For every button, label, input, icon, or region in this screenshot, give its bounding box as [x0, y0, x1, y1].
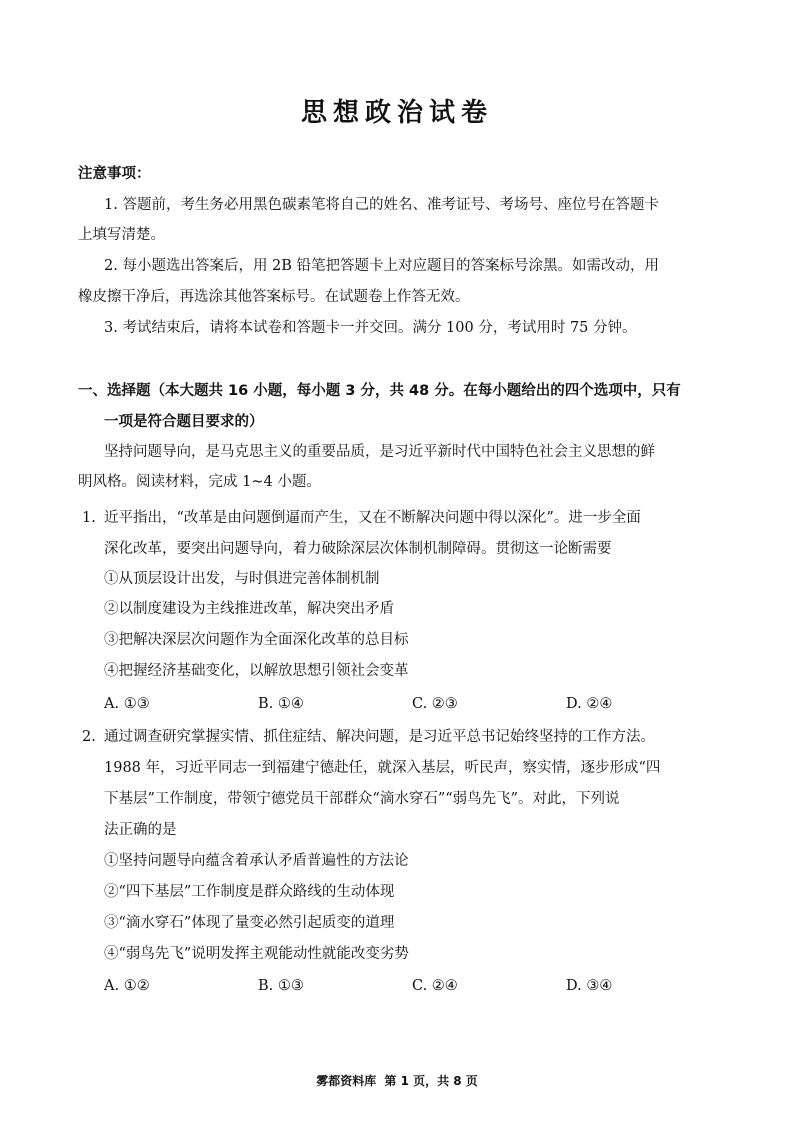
question-2-statement-4: ④“弱鸟先飞”说明发挥主观能动性就能改变劣势 — [104, 946, 409, 962]
question-1-stem-line-2: 深化改革，要突出问题导向，着力破除深层次体制机制障碍。贯彻这一论断需要 — [104, 541, 612, 557]
page-title: 思想政治试卷 — [300, 98, 493, 128]
question-2-stem-line-3: 下基层”工作制度，带领宁德党员干部群众“滴水穿石”“弱鸟先飞”。对此，下列说 — [104, 791, 620, 807]
notice-item-2-line-1: 2. 每小题选出答案后，用 2B 铅笔把答题卡上对应题目的答案标号涂黑。如需改动，用 — [104, 258, 660, 274]
question-2-statement-2: ②“四下基层”工作制度是群众路线的生动体现 — [104, 884, 395, 900]
question-1-statement-1: ①从顶层设计出发，与时俱进完善体制机制 — [104, 571, 380, 587]
question-2-option-c[interactable]: C. ②④ — [412, 978, 458, 994]
question-2-number: 2. — [82, 729, 96, 745]
question-1-option-d[interactable]: D. ②④ — [566, 696, 613, 712]
notice-item-1-line-1: 1. 答题前，考生务必用黑色碳素笔将自己的姓名、准考证号、考场号、座位号在答题卡 — [104, 197, 659, 213]
question-1-option-c[interactable]: C. ②③ — [412, 696, 458, 712]
question-2-option-d[interactable]: D. ③④ — [566, 978, 613, 994]
question-1-statement-4: ④把握经济基础变化，以解放思想引领社会变革 — [104, 663, 409, 679]
question-2-stem-line-1: 通过调查研究掌握实情、抓住症结、解决问题，是习近平总书记始终坚持的工作方法。 — [104, 729, 655, 745]
question-2-option-a[interactable]: A. ①② — [104, 978, 150, 994]
question-2-stem-line-4: 法正确的是 — [104, 822, 177, 838]
question-1-statement-3: ③把解决深层次问题作为全面深化改革的总目标 — [104, 632, 409, 648]
material-intro-line-2: 明风格。阅读材料，完成 1~4 小题。 — [78, 474, 321, 490]
question-2-stem-line-2: 1988 年，习近平同志一到福建宁德赴任，就深入基层，听民声，察实情，逐步形成“四 — [104, 760, 661, 776]
notice-item-1-line-2: 上填写清楚。 — [78, 227, 165, 243]
question-2-option-b[interactable]: B. ①③ — [258, 978, 304, 994]
question-1-option-b[interactable]: B. ①④ — [258, 696, 304, 712]
material-intro-line-1: 坚持问题导向，是马克思主义的重要品质，是习近平新时代中国特色社会主义思想的鲜 — [104, 444, 655, 460]
section-heading-line-1: 一、选择题（本大题共 16 小题，每小题 3 分，共 48 分。在每小题给出的四个选项中，只有 — [78, 383, 681, 399]
notice-item-2-line-2: 橡皮擦干净后，再选涂其他答案标号。在试题卷上作答无效。 — [78, 289, 470, 305]
question-1-option-a[interactable]: A. ①③ — [104, 696, 150, 712]
question-1-stem-line-1: 近平指出，“改革是由问题倒逼而产生，又在不断解决问题中得以深化”。进一步全面 — [104, 510, 641, 526]
notice-heading: 注意事项： — [78, 166, 151, 182]
page-footer — [0, 1072, 794, 1089]
question-2-statement-1: ①坚持问题导向蕴含着承认矛盾普遍性的方法论 — [104, 853, 409, 869]
footer-page-number: 第 1 页，共 8 页 — [384, 1074, 478, 1088]
question-1-statement-2: ②以制度建设为主线推进改革，解决突出矛盾 — [104, 601, 394, 617]
footer-source: 雾都资料库 — [316, 1074, 377, 1088]
question-1-number: 1. — [82, 510, 96, 526]
question-2-statement-3: ③“滴水穿石”体现了量变必然引起质变的道理 — [104, 915, 395, 931]
notice-item-3: 3. 考试结束后，请将本试卷和答题卡一并交回。满分 100 分，考试用时 75 分钟。 — [104, 320, 637, 336]
section-heading-line-2: 一项是符合题目要求的） — [104, 414, 264, 430]
